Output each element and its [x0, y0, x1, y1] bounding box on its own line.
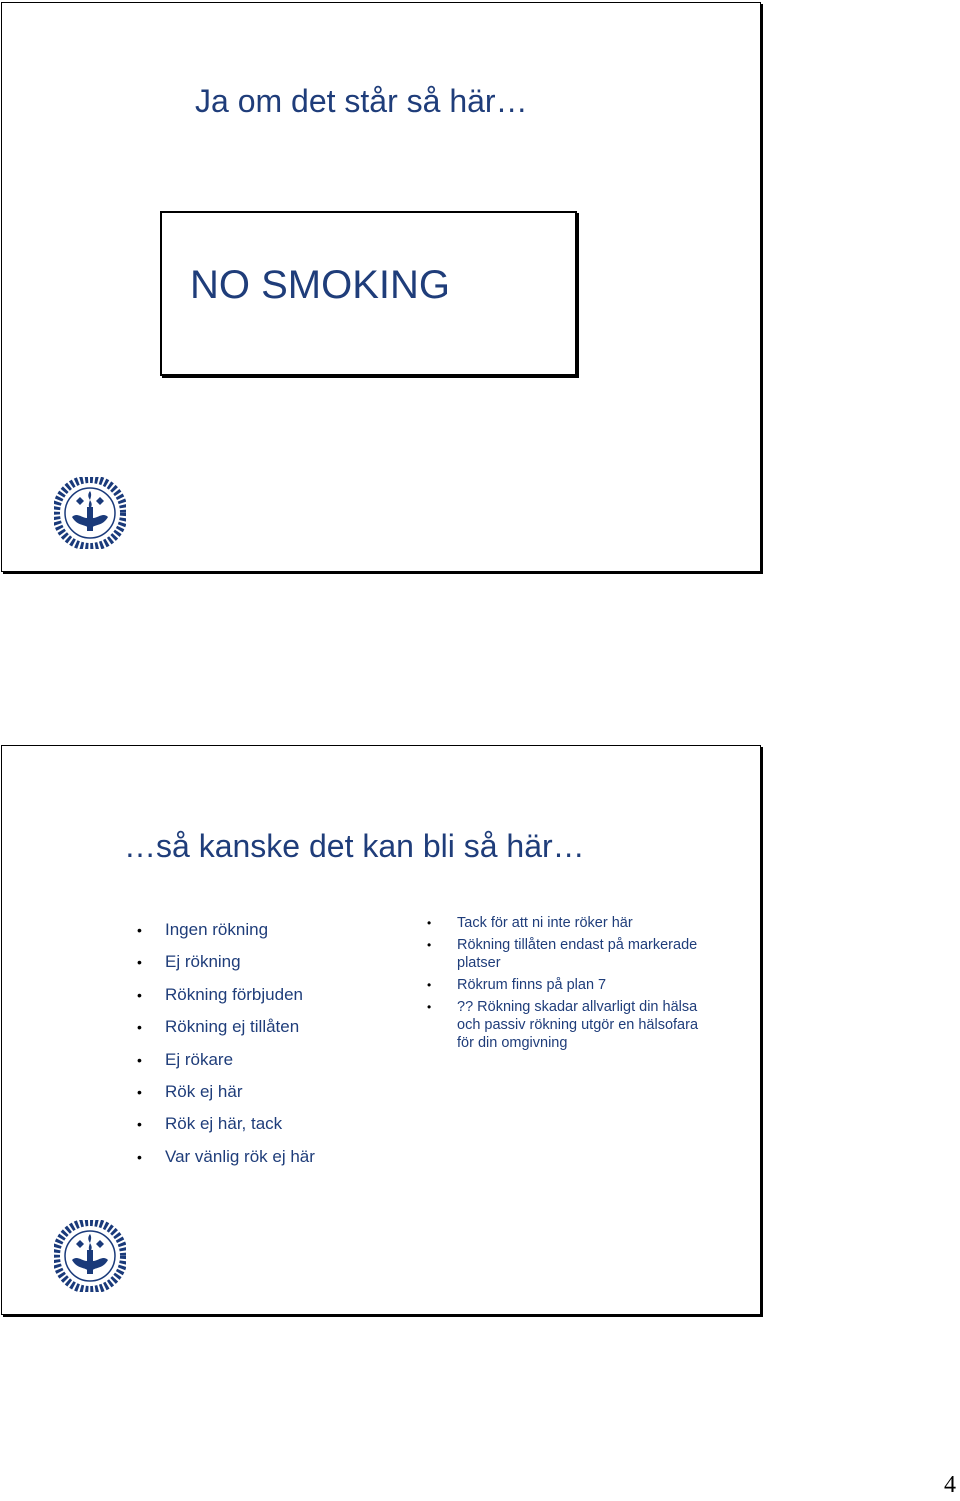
list-item: • Rökning ej tillåten: [137, 1015, 315, 1047]
slide-2-title: …så kanske det kan bli så här…: [124, 828, 585, 864]
list-item: • Rök ej här, tack: [137, 1112, 315, 1144]
stockholm-university-seal-icon: [54, 477, 126, 549]
no-smoking-sign-text: NO SMOKING: [190, 263, 451, 307]
slide-1-title: Ja om det står så här…: [195, 83, 528, 119]
slide-2: [1, 745, 761, 1315]
list-item: • Tack för att ni inte röker här: [427, 914, 712, 932]
list-item: • Rök ej här: [137, 1080, 315, 1112]
list-item: • Var vänlig rök ej här: [137, 1145, 315, 1177]
list-item: • Ej rökning: [137, 950, 315, 982]
slide-1: [1, 2, 761, 572]
list-item: • Ingen rökning: [137, 918, 315, 950]
sign-phrases-list-right: [427, 914, 712, 1056]
list-item: • ?? Rökning skadar allvarligt din hälsa och passiv rökning utgör en hälsofara för din omgivning: [427, 998, 712, 1052]
page-number: 4: [944, 1472, 956, 1498]
list-item: • Rökrum finns på plan 7: [427, 976, 712, 994]
no-smoking-sign-box: [160, 211, 577, 376]
list-item: • Rökning förbjuden: [137, 983, 315, 1015]
sign-phrases-list-left: [137, 918, 315, 1177]
list-item: • Ej rökare: [137, 1048, 315, 1080]
stockholm-university-seal-icon: [54, 1220, 126, 1292]
list-item: • Rökning tillåten endast på markerade platser: [427, 936, 712, 972]
